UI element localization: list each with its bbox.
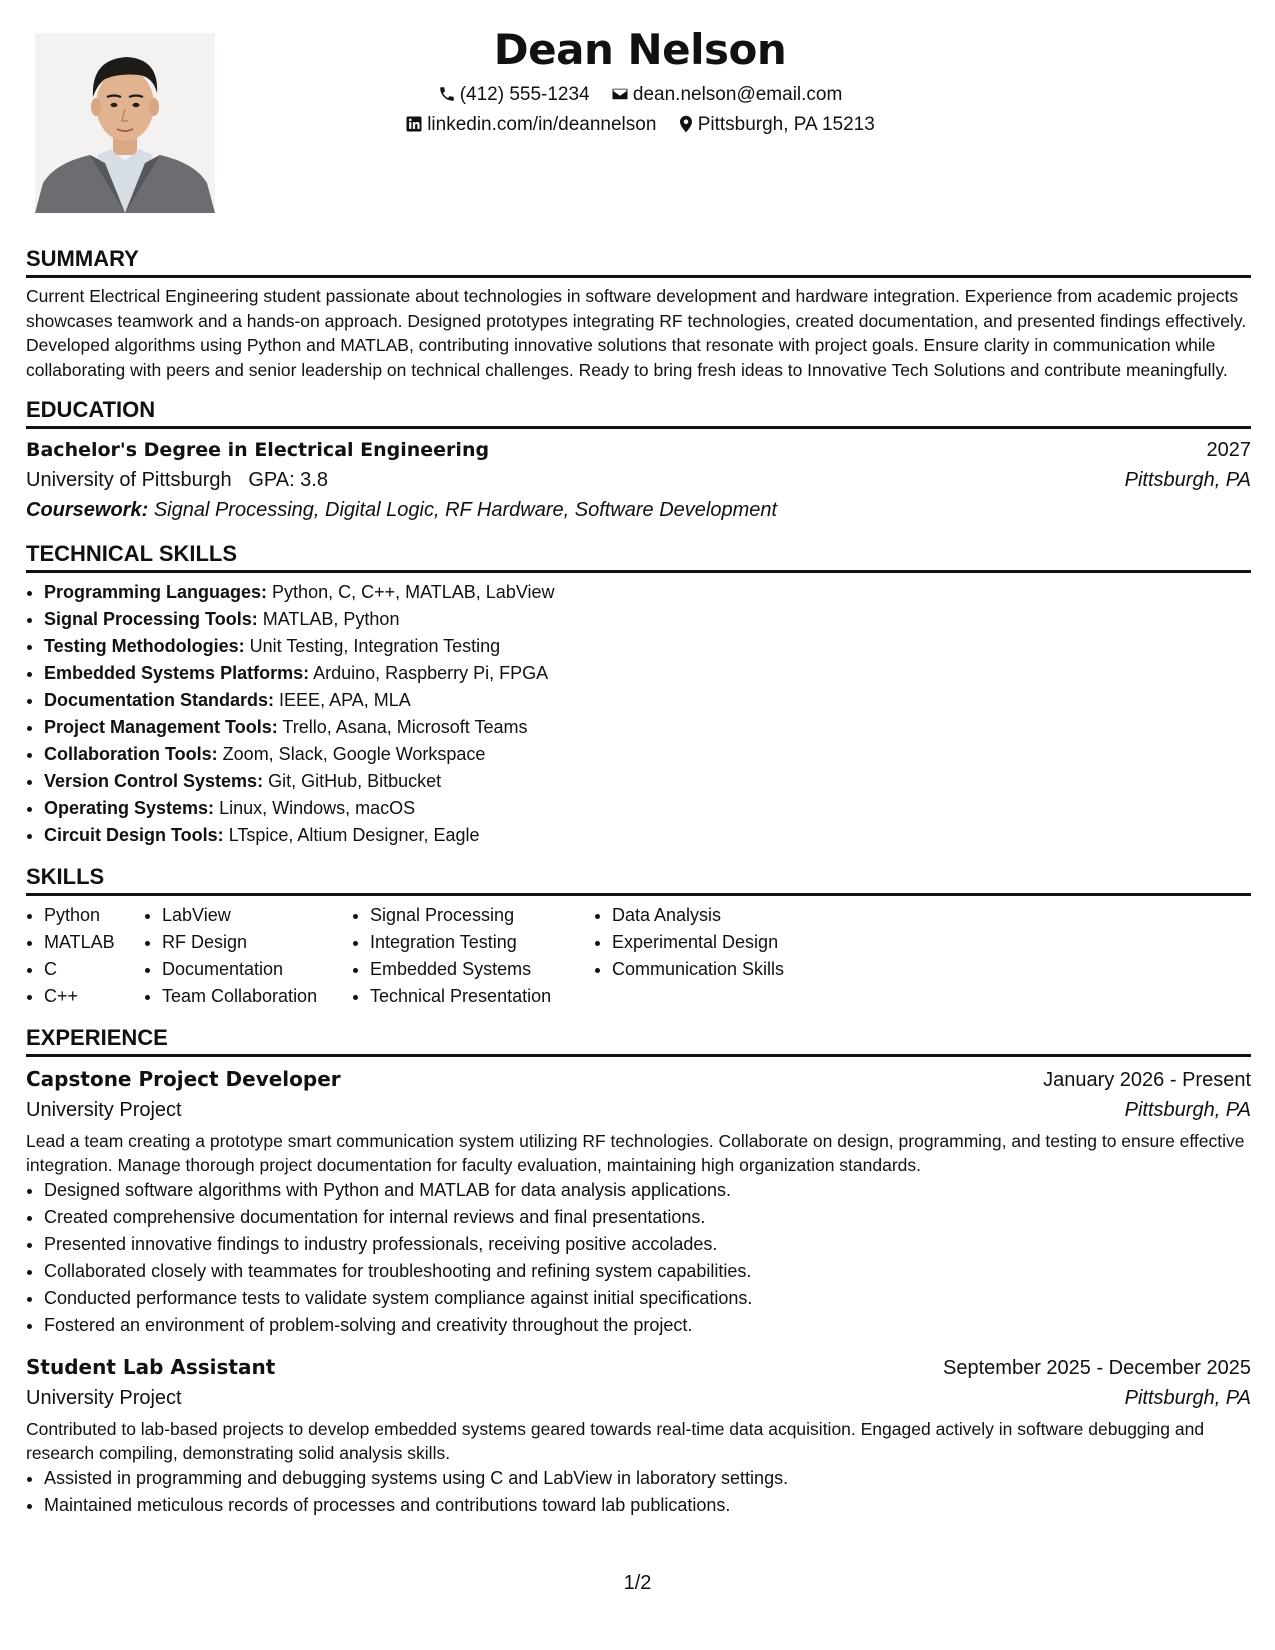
list-item: • Embedded Systems — [370, 956, 594, 983]
list-item — [44, 714, 1251, 741]
list-item: • Created comprehensive documentation for internal reviews and final presentations. — [44, 1204, 1251, 1231]
experience-heading: EXPERIENCE — [26, 1024, 1251, 1057]
technical-skills-heading: TECHNICAL SKILLS — [26, 540, 1251, 573]
list-item: • Team Collaboration — [162, 983, 352, 1010]
list-item — [44, 768, 1251, 795]
list-item — [44, 606, 1251, 633]
list-item: • Experimental Design — [612, 929, 872, 956]
list-item — [44, 633, 1251, 660]
school-location: Pittsburgh, PA — [1124, 469, 1251, 492]
job-title: Capstone Project Developer — [26, 1067, 341, 1092]
list-item: • Signal Processing — [370, 902, 594, 929]
list-item: • Integration Testing — [370, 929, 594, 956]
skill-value: Trello, Asana, Microsoft Teams — [282, 717, 528, 738]
list-item: • MATLAB — [44, 929, 144, 956]
list-item — [44, 579, 1251, 606]
envelope-icon — [611, 85, 629, 103]
job-location: Pittsburgh, PA — [1124, 1387, 1251, 1410]
summary-section — [26, 245, 1251, 382]
school-info — [26, 465, 328, 495]
list-item: • Assisted in programming and debugging systems using C and LabView in laboratory settings. — [44, 1465, 1251, 1492]
skills-heading: SKILLS — [26, 863, 1251, 896]
linkedin-text: linkedin.com/in/deannelson — [427, 114, 657, 135]
school-name: University of Pittsburgh — [26, 469, 232, 492]
job-title: Student Lab Assistant — [26, 1355, 276, 1380]
location-text: Pittsburgh, PA 15213 — [697, 114, 875, 135]
contact-line-1 — [245, 80, 1035, 110]
resume-header — [245, 20, 1035, 140]
job-org-row — [26, 1095, 1251, 1125]
list-item: • LabView — [162, 902, 352, 929]
job-title-row — [26, 1351, 1251, 1383]
list-item: • Technical Presentation — [370, 983, 594, 1010]
list-item: • Collaborated closely with teammates for troubleshooting and refining system capabilities. — [44, 1258, 1251, 1285]
job-entry — [26, 1063, 1251, 1339]
graduation-year: 2027 — [1206, 439, 1251, 462]
linkedin-icon — [405, 115, 423, 133]
list-item — [44, 822, 1251, 849]
list-item: • Fostered an environment of problem-solving and creativity throughout the project. — [44, 1312, 1251, 1339]
contact-line-2 — [245, 110, 1035, 140]
job-location: Pittsburgh, PA — [1124, 1099, 1251, 1122]
email-contact — [611, 80, 842, 110]
coursework-list: Signal Processing, Digital Logic, RF Hardware, Software Development — [153, 499, 778, 522]
location-contact — [678, 110, 875, 140]
skills-section — [26, 863, 1251, 1010]
list-item: • Data Analysis — [612, 902, 872, 929]
page-number: 1/2 — [623, 1572, 652, 1594]
job-bullets — [26, 1177, 1251, 1339]
skill-value: Unit Testing, Integration Testing — [249, 636, 501, 657]
skill-label: Embedded Systems Platforms: — [44, 663, 310, 684]
skills-grid — [26, 902, 1251, 1010]
experience-section — [26, 1024, 1251, 1519]
job-dates: September 2025 - December 2025 — [943, 1357, 1251, 1380]
skill-label: Programming Languages: — [44, 582, 268, 603]
person-photo-icon — [35, 33, 215, 213]
list-item: • Python — [44, 902, 144, 929]
list-item: • Presented innovative findings to industry professionals, receiving positive accolades. — [44, 1231, 1251, 1258]
skill-value: Zoom, Slack, Google Workspace — [222, 744, 486, 765]
skill-label: Circuit Design Tools: — [44, 825, 224, 846]
skill-value: Arduino, Raspberry Pi, FPGA — [313, 663, 549, 684]
education-heading: EDUCATION — [26, 396, 1251, 429]
education-degree-row — [26, 435, 1251, 465]
coursework-label: Coursework: — [26, 499, 149, 522]
list-item: • Designed software algorithms with Python and MATLAB for data analysis applications. — [44, 1177, 1251, 1204]
skill-value: MATLAB, Python — [262, 609, 400, 630]
skills-column-4 — [594, 902, 872, 1010]
candidate-name: Dean Nelson — [493, 25, 787, 74]
list-item: • Documentation — [162, 956, 352, 983]
list-item — [44, 687, 1251, 714]
job-dates: January 2026 - Present — [1043, 1069, 1251, 1092]
map-pin-icon — [678, 115, 694, 133]
skill-label: Version Control Systems: — [44, 771, 264, 792]
skills-column-3 — [352, 902, 594, 1010]
skill-value: Linux, Windows, macOS — [219, 798, 416, 819]
skill-label: Testing Methodologies: — [44, 636, 245, 657]
job-bullets — [26, 1465, 1251, 1519]
list-item: • RF Design — [162, 929, 352, 956]
skill-value: Python, C, C++, MATLAB, LabView — [272, 582, 555, 603]
degree-title: Bachelor's Degree in Electrical Engineering — [26, 439, 490, 462]
list-item: • Communication Skills — [612, 956, 872, 983]
job-description: Lead a team creating a prototype smart communication system utilizing RF technologies. Collaborate on design, programming, and testing to ensure effective integration. Manage thorough project documentation for faculty evaluation, maintaining high organization standards. — [26, 1131, 1245, 1176]
job-org: University Project — [26, 1099, 182, 1122]
skill-label: Signal Processing Tools: — [44, 609, 258, 630]
coursework — [26, 495, 1251, 526]
list-item: • Maintained meticulous records of processes and contributions toward lab publications. — [44, 1492, 1251, 1519]
job-entry — [26, 1351, 1251, 1519]
summary-text: Current Electrical Engineering student passionate about technologies in software development and hardware integration. Experience from academic projects showcases teamwork and a hands-on approach. Designed prototypes integrating RF technologies, created documentation, and presented findings effectively. Developed algorithms using Python and MATLAB, contributing innovative solutions that resonate with project goals. Ensure clarity in communication while collaborating with peers and senior leadership on technical challenges. Ready to bring fresh ideas to Innovative Tech Solutions and contribute meaningfully. — [26, 286, 1247, 380]
list-item: • C — [44, 956, 144, 983]
skill-value: IEEE, APA, MLA — [279, 690, 411, 711]
list-item — [44, 795, 1251, 822]
resume-content — [26, 245, 1251, 1533]
gpa: GPA: 3.8 — [248, 469, 328, 492]
skills-column-1 — [26, 902, 144, 1010]
email-text: dean.nelson@email.com — [632, 84, 843, 105]
linkedin-contact — [405, 110, 656, 140]
skill-value: LTspice, Altium Designer, Eagle — [228, 825, 480, 846]
skill-value: Git, GitHub, Bitbucket — [268, 771, 442, 792]
technical-skills-list — [26, 579, 1251, 849]
phone-text: (412) 555-1234 — [459, 84, 590, 105]
skill-label: Project Management Tools: — [44, 717, 278, 738]
summary-heading: SUMMARY — [26, 245, 1251, 278]
education-section — [26, 396, 1251, 526]
skill-label: Operating Systems: — [44, 798, 215, 819]
list-item — [44, 660, 1251, 687]
list-item: • Conducted performance tests to validate system compliance against initial specifications. — [44, 1285, 1251, 1312]
job-title-row — [26, 1063, 1251, 1095]
job-description: Contributed to lab-based projects to develop embedded systems geared towards real-time data acquisition. Engaged actively in software debugging and research compiling, demonstrating solid analysis skills. — [26, 1419, 1205, 1464]
profile-photo — [35, 33, 215, 213]
education-school-row — [26, 465, 1251, 495]
job-org-row — [26, 1383, 1251, 1413]
skill-label: Documentation Standards: — [44, 690, 275, 711]
job-org: University Project — [26, 1387, 182, 1410]
skill-label: Collaboration Tools: — [44, 744, 218, 765]
list-item: • C++ — [44, 983, 144, 1010]
technical-skills-section — [26, 540, 1251, 849]
phone-icon — [438, 85, 456, 103]
phone-contact — [438, 80, 590, 110]
list-item — [44, 741, 1251, 768]
skills-column-2 — [144, 902, 352, 1010]
